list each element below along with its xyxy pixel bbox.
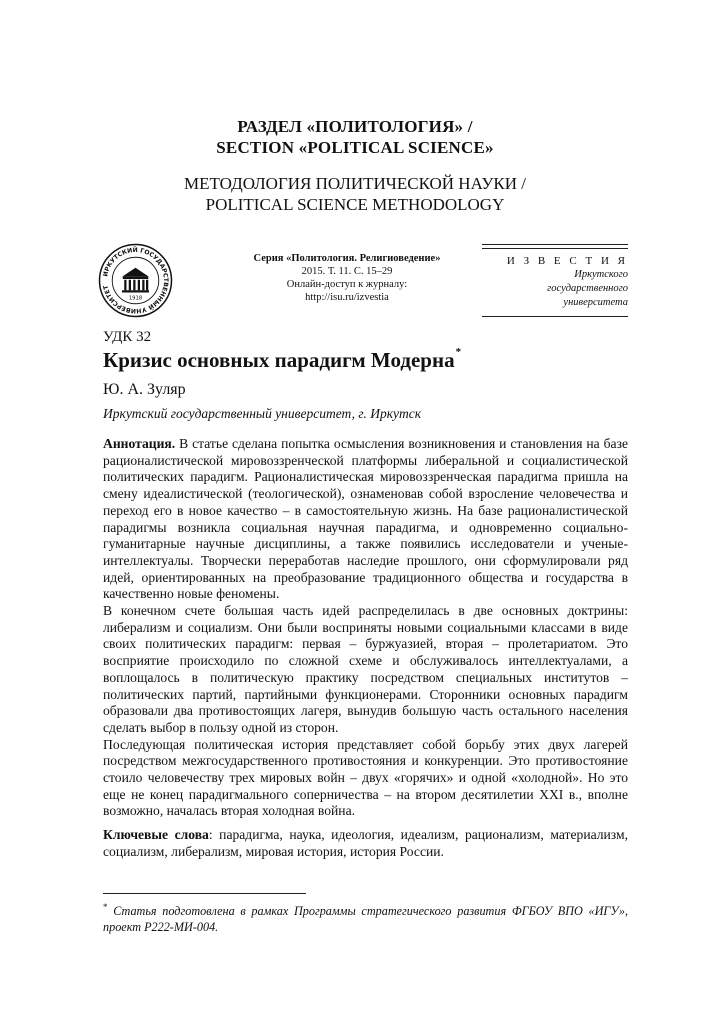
journal-double-rule <box>482 248 628 249</box>
abstract-label: Аннотация. <box>103 436 176 451</box>
journal-name-line4: университета <box>563 297 628 308</box>
footnote-text: Статья подготовлена в рамках Программы стратегического развития ФГБОУ ВПО «ИГУ», проект Р222-МИ-004. <box>103 904 628 935</box>
journal-name-line3: государственного <box>547 283 628 294</box>
journal-name-line2: Иркутского <box>574 269 628 280</box>
journal-series-info <box>222 252 472 304</box>
keywords-label: Ключевые слова <box>103 827 209 843</box>
series-access: Онлайн-доступ к журналу: <box>286 279 408 290</box>
journal-name-block <box>482 244 628 317</box>
building-icon <box>122 268 149 293</box>
section-title-ru: РАЗДЕЛ «ПОЛИТОЛОГИЯ» / <box>237 117 473 136</box>
footnote <box>103 899 628 935</box>
seal-year: 1918 <box>128 295 143 302</box>
footnote-mark: * <box>103 902 108 912</box>
section-title-en: SECTION «POLITICAL SCIENCE» <box>216 138 494 157</box>
subsection-title-ru: МЕТОДОЛОГИЯ ПОЛИТИЧЕСКОЙ НАУКИ / <box>184 174 526 193</box>
keywords-text: : парадигма, наука, идеология, идеализм, рационализм, материализм, социализм, либерализм, мировая история, история России. <box>103 827 628 859</box>
article-title-text: Кризис основных парадигм Модерна <box>103 348 455 372</box>
series-title: Серия «Политология. Религиоведение» <box>253 253 441 264</box>
abstract-block <box>103 436 628 861</box>
series-url: http://isu.ru/izvestia <box>305 292 389 303</box>
author-affiliation: Иркутский государственный университет, г. Иркутск <box>103 406 422 421</box>
subsection-title <box>0 173 710 215</box>
article-title <box>103 348 461 373</box>
abstract-paragraph-3: Последующая политическая история представляет собой борьбу этих двух лагерей посредством межгосударственного противостояния и конкуренции. Это противостояние стоило человечеству трех мировых войн – двух «горячих» и одной «холодной». Но это еще не конец парадигмального соперничества – на втором десятилетии XXI в., вполне возможно, началась вторая холодная война. <box>103 736 628 819</box>
author-name: Ю. А. Зуляр <box>103 381 186 398</box>
series-volume: 2015. Т. 11. С. 15–29 <box>301 266 393 277</box>
university-seal-logo <box>98 243 173 318</box>
subsection-title-en: POLITICAL SCIENCE METHODOLOGY <box>205 195 505 214</box>
footnote-divider <box>103 893 306 894</box>
title-footnote-mark: * <box>455 346 462 358</box>
abstract-paragraph-2: В конечном счете большая часть идей распределилась в две основных доктрины: либерализм и социализм. Они были восприняты новыми социальными классами в виде своих политических парадигм: первая – буржуазией, вторая – пролетариатом. Это восприятие происходило по сложной схеме и обслуживалось интеллектуалами, а воплощалось в политическую практику посредством специальных институтов – политических партий, партийными функционерами. Сторонники основных парадигм образовали два противостоящих лагеря, вынудив большую часть остального населения сделать выбор в пользу одной из сторон. <box>103 603 628 735</box>
seal-ring-text: ИРКУТСКИЙ ГОСУДАРСТВЕННЫЙ УНИВЕРСИТЕТ <box>102 246 170 315</box>
abstract-paragraph-1 <box>103 436 628 603</box>
journal-name-izvestia: И З В Е С Т И Я <box>506 255 628 267</box>
abstract-text-1: В статье сделана попытка осмысления возникновения и становления на базе рационалистической мировоззренческой платформы либеральной и социалистической политических парадигм. Рационалистическая мировоззренческая парадигма пришла на смену идеалистической (теологической), ознаменовав собой взросление человечества и переход его в новое качество – в самостоятельную жизнь. На базе рационалистической парадигмы возникла социальная научная парадигма, и одновременно социально-гуманитарные научные дисциплины, а также появились исследователи и ученые-интеллектуалы. Творчески переработав наследие прошлого, они сформулировали ряд идей, ориентированных на преобразование традиционного общества и государства в качественно новые феномены. <box>103 436 628 602</box>
udc-code: УДК 32 <box>103 329 152 345</box>
section-title <box>0 116 710 158</box>
keywords-paragraph <box>103 827 628 860</box>
